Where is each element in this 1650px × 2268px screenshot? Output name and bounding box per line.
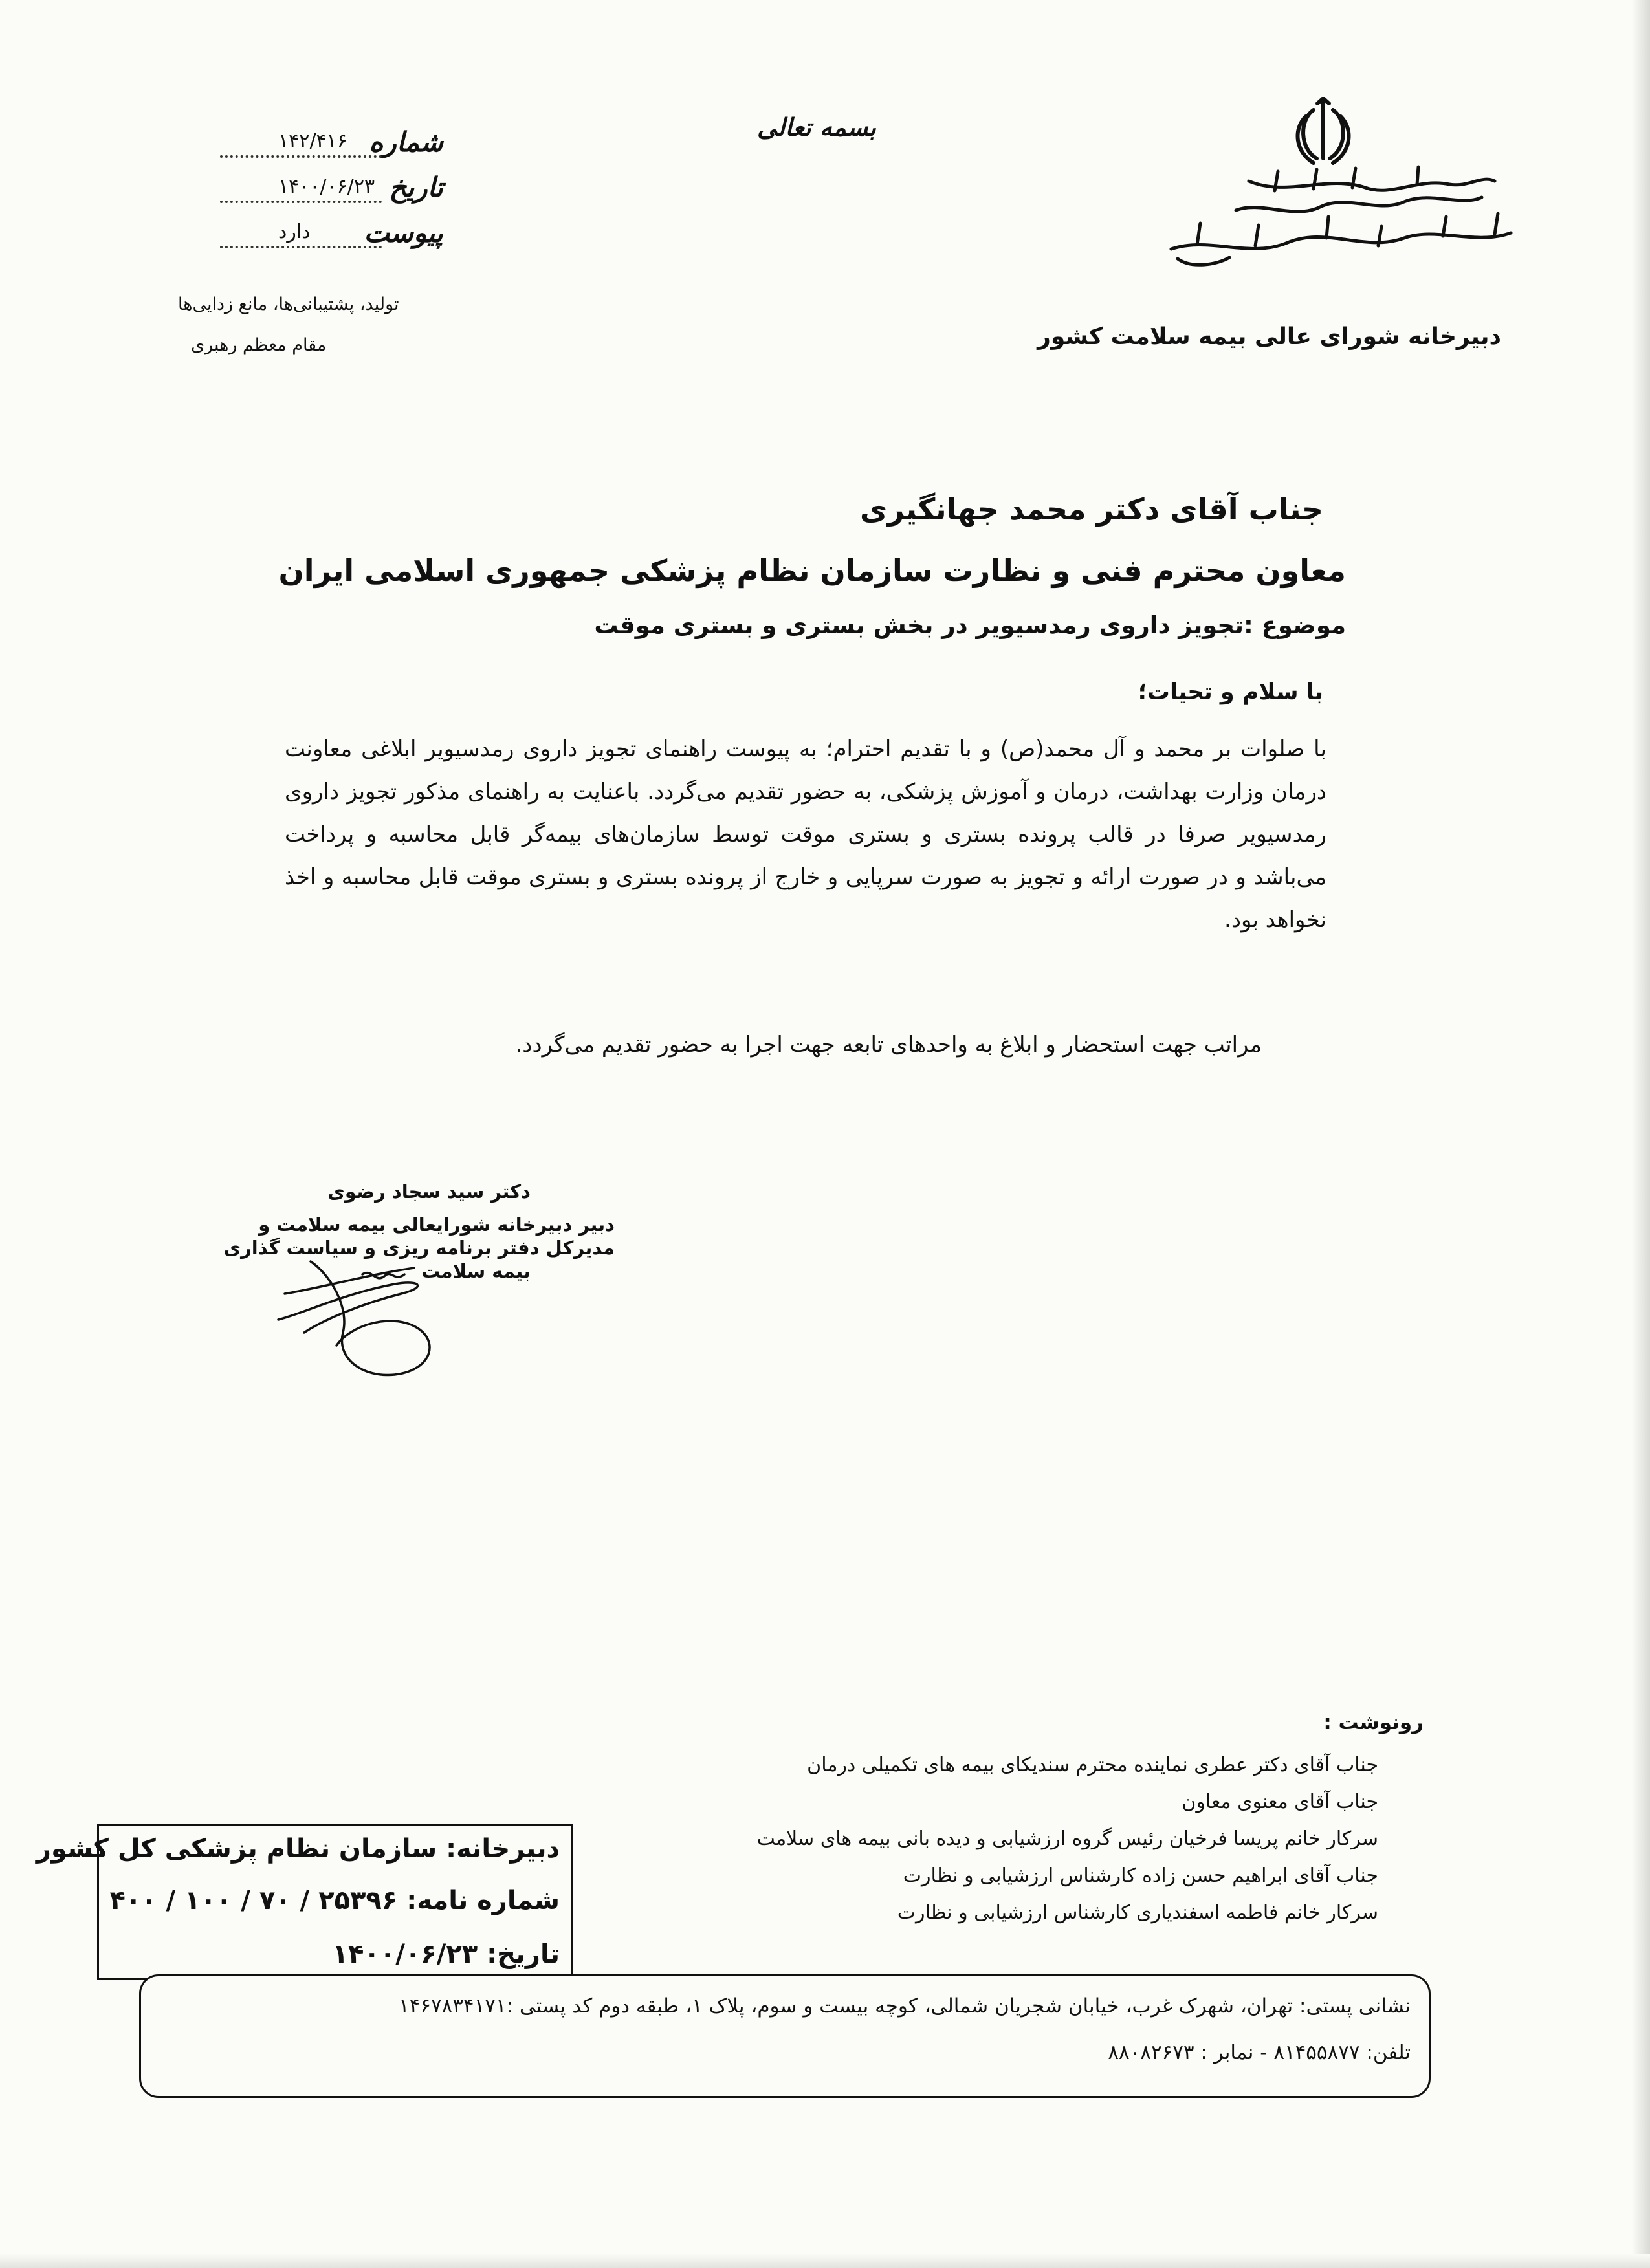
recipient-title: معاون محترم فنی و نظارت سازمان نظام پزشکی جمهوری اسلامی ایران xyxy=(278,553,1346,588)
cc-item: جناب آقای معنوی معاون xyxy=(1182,1791,1378,1813)
letter-body: با صلوات بر محمد و آل محمد(ص) و با تقدیم احترام؛ به پیوست راهنمای تجویز داروی رمدسیویر ابلاغی معاونت درمان وزارت بهداشت، درمان و آموزش پزشکی، به حضور تقدیم می‌گردد. باعنایت به راهنمای مذکور تجویز داروی رمدسیویر صرفا در قالب پرونده بستری و بستری موقت توسط سازمان‌های بیمه‌گر قابل محاسبه و پرداخت می‌باشد و در صورت ارائه و تجویز به صورت سرپایی و خارج از پرونده بستری و بستری موقت قابل محاسبه و اخذ نخواهد بود. xyxy=(285,736,1326,933)
bismillah-heading: بسمه تعالی xyxy=(757,113,876,142)
scan-shadow-edge xyxy=(1632,0,1650,2268)
stamp-date: تاریخ: ۱۴۰۰/۰۶/۲۳ xyxy=(332,1939,560,1969)
cc-item: جناب آقای ابراهیم حسن زاده کارشناس ارزشیابی و نظارت xyxy=(903,1864,1378,1887)
meta-number-line xyxy=(220,129,382,158)
iran-emblem-icon xyxy=(1288,97,1359,168)
meta-attachment-line xyxy=(220,220,382,248)
signatory-position-line-2: مدیرکل دفتر برنامه ریزی و سیاست گذاری xyxy=(223,1237,615,1259)
meta-attachment-label: پیوست xyxy=(364,217,443,248)
cc-heading: رونوشت : xyxy=(1323,1711,1424,1734)
meta-attachment-value: دارد xyxy=(278,221,311,243)
meta-number-label: شماره xyxy=(369,126,443,158)
cc-item: سرکار خانم پریسا فرخیان رئیس گروه ارزشیابی و دیده بانی بیمه های سلامت xyxy=(756,1827,1378,1850)
meta-number-row xyxy=(220,126,443,158)
postal-address: نشانی پستی: تهران، شهرک غرب، خیابان شجریان شمالی، کوچه بیست و سوم، پلاک ۱، طبقه دوم کد پستی :۱۴۶۷۸۳۴۱۷۱ xyxy=(399,1994,1411,2018)
slogan-line-2: مقام معظم رهبری xyxy=(191,335,327,355)
meta-date-value: ۱۴۰۰/۰۶/۲۳ xyxy=(278,175,375,198)
registration-stamp xyxy=(36,1824,573,1980)
cc-item: سرکار خانم فاطمه اسفندیاری کارشناس ارزشیابی و نظارت xyxy=(897,1901,1378,1924)
handwritten-signature xyxy=(265,1223,453,1391)
meta-attachment-row xyxy=(220,217,443,248)
secretariat-name: دبیرخانه شورای عالی بیمه سلامت کشور xyxy=(1037,323,1501,350)
stamp-org: دبیرخانه: سازمان نظام پزشکی کل کشور xyxy=(36,1834,560,1864)
signatory-position-line-1: دبیر دبیرخانه شورایعالی بیمه سلامت و xyxy=(258,1214,615,1236)
meta-number-value: ۱۴۲/۴۱۶ xyxy=(278,130,347,153)
signatory-name: دکتر سید سجاد رضوی xyxy=(327,1181,531,1203)
signatory-position-line-3: بیمه سلامت xyxy=(421,1260,531,1282)
greeting: با سلام و تحیات؛ xyxy=(1138,679,1323,705)
cc-list xyxy=(757,1747,1378,1931)
slogan-line-1: تولید، پشتیبانی‌ها، مانع زدایی‌ها xyxy=(178,294,399,314)
meta-date-line xyxy=(220,175,382,203)
meta-date-label: تاریخ xyxy=(389,171,443,203)
phone-fax: تلفن: ۸۱۴۵۵۸۷۷ - نمابر : ۸۸۰۸۲۶۷۳ xyxy=(1108,2041,1411,2064)
ministry-logo xyxy=(1158,162,1521,272)
scan-shadow-bottom xyxy=(0,2254,1650,2268)
cc-item: جناب آقای دکتر عطری نماینده محترم سندیکای بیمه های تکمیلی درمان xyxy=(807,1754,1378,1776)
recipient-name: جناب آقای دکتر محمد جهانگیری xyxy=(860,492,1323,527)
meta-date-row xyxy=(220,171,443,203)
letter-closing: مراتب جهت استحضار و ابلاغ به واحدهای تابعه جهت اجرا به حضور تقدیم می‌گردد. xyxy=(515,1032,1262,1058)
stamp-letter-number: شماره نامه: ۲۵۳۹۶ / ۷۰ / ۱۰۰ / ۴۰۰ xyxy=(109,1886,560,1915)
letter-subject: موضوع :تجویز داروی رمدسیویر در بخش بستری و بستری موقت xyxy=(594,611,1346,639)
address-footer xyxy=(139,1974,1431,2098)
